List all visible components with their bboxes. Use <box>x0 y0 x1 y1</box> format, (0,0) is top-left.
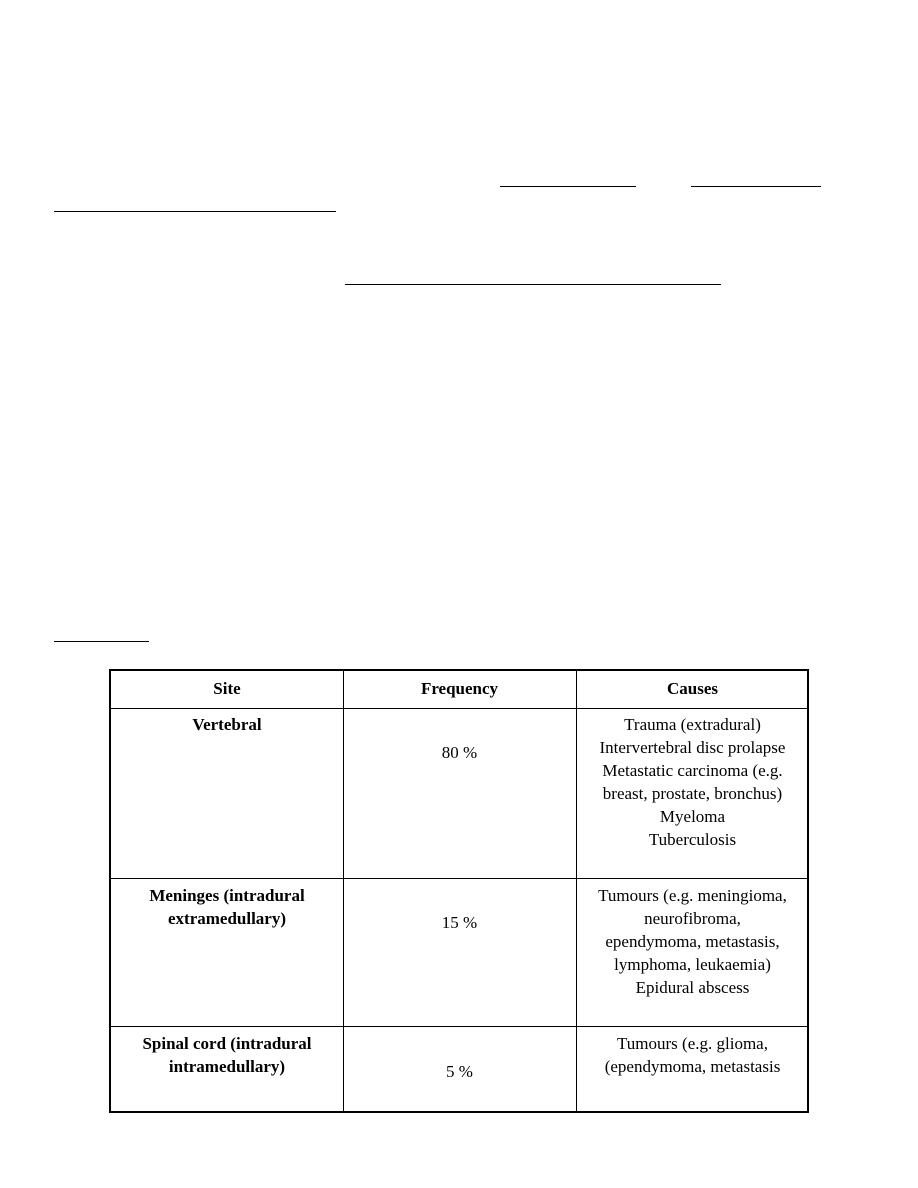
cause-line: breast, prostate, bronchus) <box>602 784 783 803</box>
cause-line: Tumours (e.g. meningioma, <box>598 886 787 905</box>
site-cell <box>111 1032 343 1078</box>
underline-rule <box>345 284 721 285</box>
section-heading-underline <box>54 641 149 642</box>
header-site: Site <box>213 679 241 698</box>
cause-line: Epidural abscess <box>635 978 750 997</box>
site-text: extramedullary) <box>167 909 287 928</box>
causes-cell <box>576 884 809 999</box>
site-cell <box>111 713 343 736</box>
site-text: Meninges (intradural <box>149 886 305 905</box>
site-text: Spinal cord (intradural <box>142 1034 312 1053</box>
frequency-cell: 15 % <box>441 913 478 932</box>
site-cell <box>111 884 343 930</box>
cause-line: lymphoma, leukaemia) <box>614 955 771 974</box>
spinal-cord-compression-table <box>109 669 809 1113</box>
underline-rule <box>500 186 636 187</box>
row-divider <box>111 708 807 709</box>
cause-line: Trauma (extradural) <box>624 715 761 734</box>
cause-line: ependymoma, metastasis, <box>605 932 780 951</box>
cause-line: Intervertebral disc prolapse <box>599 738 786 757</box>
row-divider <box>111 1026 807 1027</box>
column-divider <box>343 671 344 1111</box>
cause-line: neurofibroma, <box>644 909 741 928</box>
cause-line: Tumours (e.g. glioma, <box>617 1034 768 1053</box>
header-causes: Causes <box>666 679 718 698</box>
cause-line: Myeloma <box>659 807 726 826</box>
causes-cell <box>576 1032 809 1078</box>
causes-cell <box>576 713 809 851</box>
cause-line: Tuberculosis <box>648 830 737 849</box>
site-text: intramedullary) <box>168 1057 286 1076</box>
frequency-cell: 5 % <box>446 1062 473 1081</box>
site-text: Vertebral <box>192 715 262 734</box>
underline-rule <box>54 211 336 212</box>
cause-line: (ependymoma, metastasis <box>604 1057 781 1076</box>
underline-rule <box>691 186 821 187</box>
header-frequency: Frequency <box>420 679 499 698</box>
frequency-cell: 80 % <box>441 743 478 762</box>
cause-line: Metastatic carcinoma (e.g. <box>602 761 783 780</box>
row-divider <box>111 878 807 879</box>
